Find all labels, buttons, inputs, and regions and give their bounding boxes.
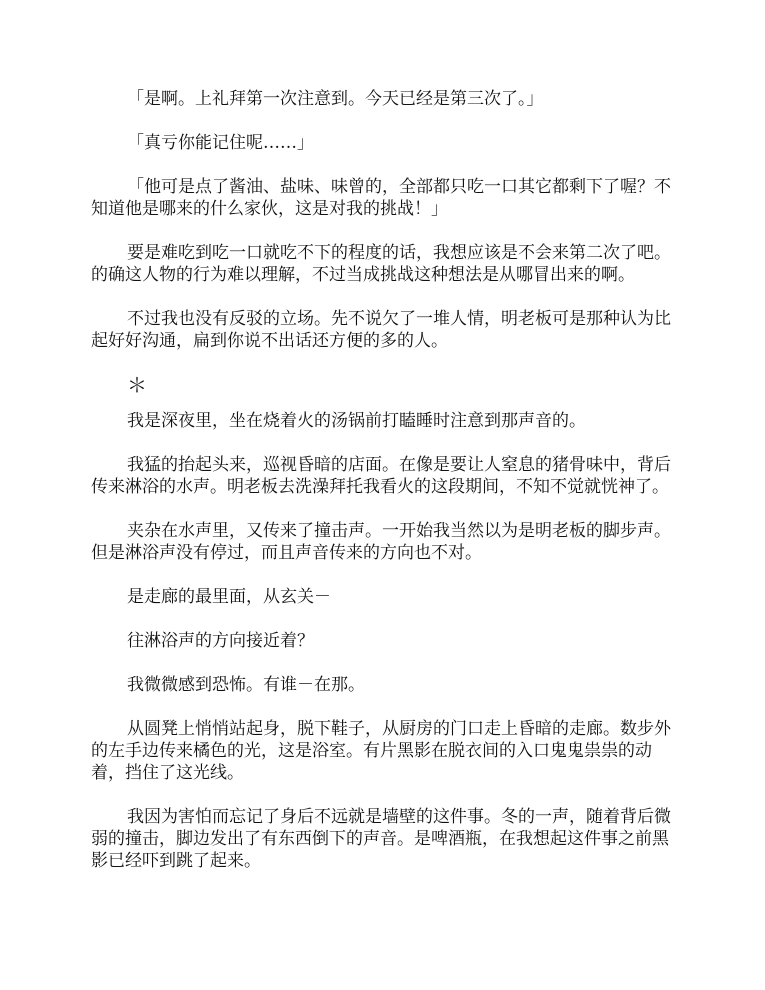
section-break-asterisk: ＊ xyxy=(127,373,147,397)
paragraph-11: 我微微感到恐怖。有谁－在那。 xyxy=(127,675,365,695)
paragraph-8: 夹杂在水声里，又传来了撞击声。一开始我当然以为是明老板的脚步声。但是淋浴声没有停过，而且声音传来的方向也不对。 xyxy=(91,521,671,563)
paragraph-3: 「他可是点了酱油、盐味、味曾的，全部都只吃一口其它都剩下了喔？不知道他是哪来的什么家伙，这是对我的挑战！」 xyxy=(91,177,671,219)
paragraph-10: 往淋浴声的方向接近着？ xyxy=(127,631,314,651)
paragraph-5: 不过我也没有反驳的立场。先不说欠了一堆人情，明老板可是那种认为比起好好沟通，扁到你说不出话还方便的多的人。 xyxy=(91,309,671,351)
paragraph-13: 我因为害怕而忘记了身后不远就是墙壁的这件事。冬的一声，随着背后微弱的撞击，脚边发出了有东西倒下的声音。是啤酒瓶，在我想起这件事之前黑影已经吓到跳了起来。 xyxy=(91,807,671,871)
paragraph-12: 从圆凳上悄悄站起身，脱下鞋子，从厨房的门口走上昏暗的走廊。数步外的左手边传来橘色的光，这是浴室。有片黑影在脱衣间的入口鬼鬼祟祟的动着，挡住了这光线。 xyxy=(91,719,671,783)
paragraph-1: 「是啊。上礼拜第一次注意到。今天已经是第三次了。」 xyxy=(127,89,544,109)
paragraph-6: 我是深夜里，坐在烧着火的汤锅前打瞌睡时注意到那声音的。 xyxy=(127,411,586,431)
document-body xyxy=(91,88,671,894)
paragraph-7: 我猛的抬起头来，巡视昏暗的店面。在像是要让人窒息的猪骨味中，背后传来淋浴的水声。明老板去洗澡拜托我看火的这段期间，不知不觉就恍神了。 xyxy=(91,455,671,497)
paragraph-4: 要是难吃到吃一口就吃不下的程度的话，我想应该是不会来第二次了吧。的确这人物的行为难以理解，不过当成挑战这种想法是从哪冒出来的啊。 xyxy=(91,243,671,285)
paragraph-9: 是走廊的最里面，从玄关－ xyxy=(127,587,331,607)
paragraph-2: 「真亏你能记住呢……」 xyxy=(127,133,314,153)
